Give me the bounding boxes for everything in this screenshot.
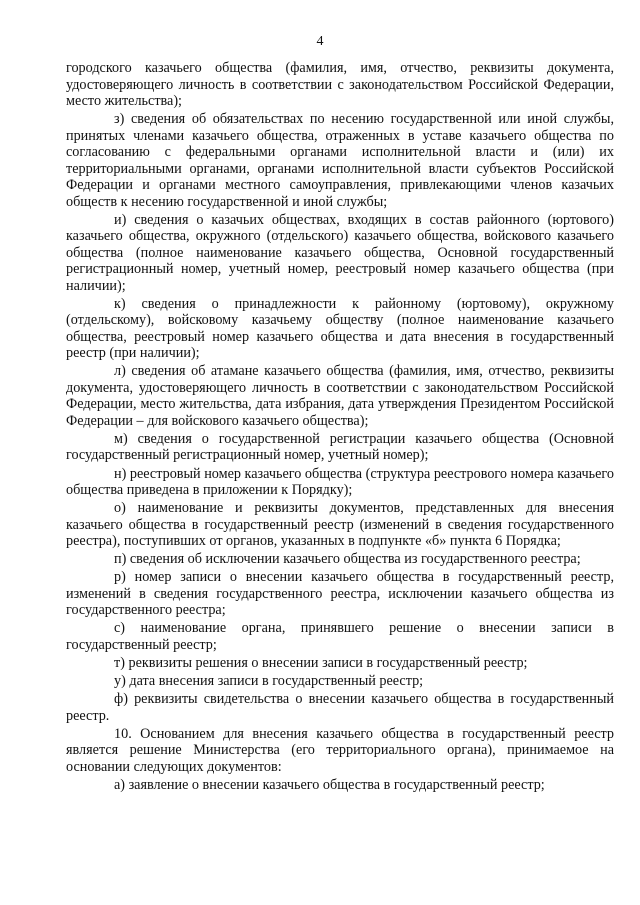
paragraph: к) сведения о принадлежности к районному (юртовому), окружному (отдельскому), войсковому казачьему обществу (полное наименование казачьего общества, реестровый номер казачьего общества и дата внесения в государственный реестр (при наличии);	[66, 295, 614, 362]
paragraph: 10. Основанием для внесения казачьего общества в государственный реестр является решение Министерства (его территориального органа), принимаемое на основании следующих документов:	[66, 725, 614, 775]
paragraph: т) реквизиты решения о внесении записи в государственный реестр;	[114, 655, 528, 672]
paragraph: городского казачьего общества (фамилия, имя, отчество, реквизиты документа, удостоверяющего личность в соответствии с законодательством Российской Федерации, место жительства);	[66, 60, 614, 109]
paragraph: м) сведения о государственной регистрации казачьего общества (Основной государственный регистрационный номер, учетный номер);	[66, 430, 614, 464]
paragraph: с) наименование органа, принявшего решение о внесении записи в государственный реестр;	[66, 620, 614, 653]
document-body	[66, 60, 614, 795]
paragraph: о) наименование и реквизиты документов, представленных для внесения казачьего общества в государственный реестр (изменений в сведения государственного реестра), поступивших от органов, указанных в подпункте «б» пункта 6 Порядка;	[66, 500, 614, 550]
paragraph: а) заявление о внесении казачьего общества в государственный реестр;	[114, 776, 545, 793]
paragraph: л) сведения об атамане казачьего общества (фамилия, имя, отчество, реквизиты документа, удостоверяющего личность в соответствии с законодательством Российской Федерации, место жительства, дата избрания, дата утверждения Президентом Российской Федерации – для войскового казачьего общества);	[66, 363, 614, 429]
page-number: 4	[316, 34, 324, 49]
paragraph: з) сведения об обязательствах по несению государственной или иной службы, принятых членами казачьего общества, отраженных в уставе казачьего общества по согласованию с федеральными органами исполнительной власти и (или) их территориальными органами, органами исполнительной власти субъектов Российской Федерации и органами местного самоуправления, привлекающими членов казачьих обществ к несению государственной и иной службы;	[66, 111, 614, 210]
paragraph: и) сведения о казачьих обществах, входящих в состав районного (юртового) казачьего общества, окружного (отдельского) казачьего общества, войскового казачьего общества (полное наименование казачьего общества, Основной государственный регистрационный номер, учетный номер, реестровый номер казачьего общества (при наличии);	[66, 211, 614, 294]
paragraph: н) реестровый номер казачьего общества (структура реестрового номера казачьего общества приведена в приложении к Порядку);	[66, 465, 614, 499]
paragraph: п) сведения об исключении казачьего общества из государственного реестра;	[114, 551, 581, 568]
paragraph: р) номер записи о внесении казачьего общества в государственный реестр, изменений в сведения государственного реестра, исключении казачьего общества из государственного реестра;	[66, 569, 614, 619]
paragraph: ф) реквизиты свидетельства о внесении казачьего общества в государственный реестр.	[66, 691, 614, 724]
paragraph: у) дата внесения записи в государственный реестр;	[114, 673, 424, 690]
